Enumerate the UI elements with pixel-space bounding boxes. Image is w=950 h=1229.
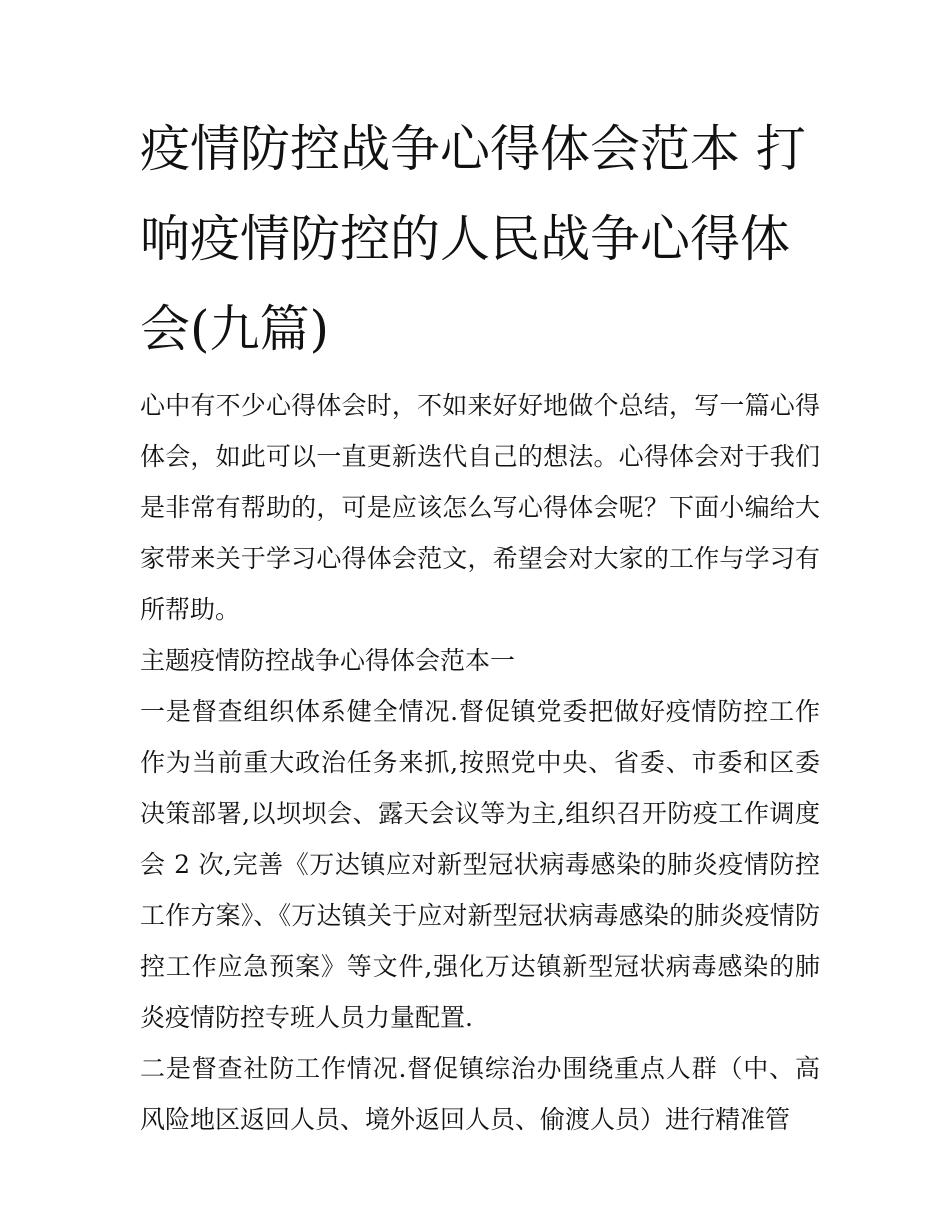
document-title: 疫情防控战争心得体会范本 打响疫情防控的人民战争心得体会(九篇) [140, 120, 806, 358]
body-paragraph-2: 二是督查社防工作情况.督促镇综治办围绕重点人群（中、高风险地区返回人员、境外返回人员、偷渡人员）进行精准管 [140, 1054, 820, 1134]
intro-paragraph: 心中有不少心得体会时，不如来好好地做个总结，写一篇心得体会，如此可以一直更新迭代自己的想法。心得体会对于我们是非常有帮助的，可是应该怎么写心得体会呢？下面小编给大家带来关于学习心得体会范文，希望会对大家的工作与学习有所帮助。 [140, 391, 820, 624]
section-heading: 主题疫情防控战争心得体会范本一 [140, 646, 516, 675]
body-paragraph-1: 一是督查组织体系健全情况.督促镇党委把做好疫情防控工作作为当前重大政治任务来抓,按照党中央、省委、市委和区委决策部署,以坝坝会、露天会议等为主,组织召开防疫工作调度会 2 次,完善《万达镇应对新型冠状病毒感染的肺炎疫情防控工作方案》、《万达镇关于应对新型冠状病毒感染的肺炎疫情防控工作应急预案》等文件,强化万达镇新型冠状病毒感染的肺炎疫情防控专班人员力量配置. [140, 697, 820, 1032]
document-page [140, 104, 820, 1145]
